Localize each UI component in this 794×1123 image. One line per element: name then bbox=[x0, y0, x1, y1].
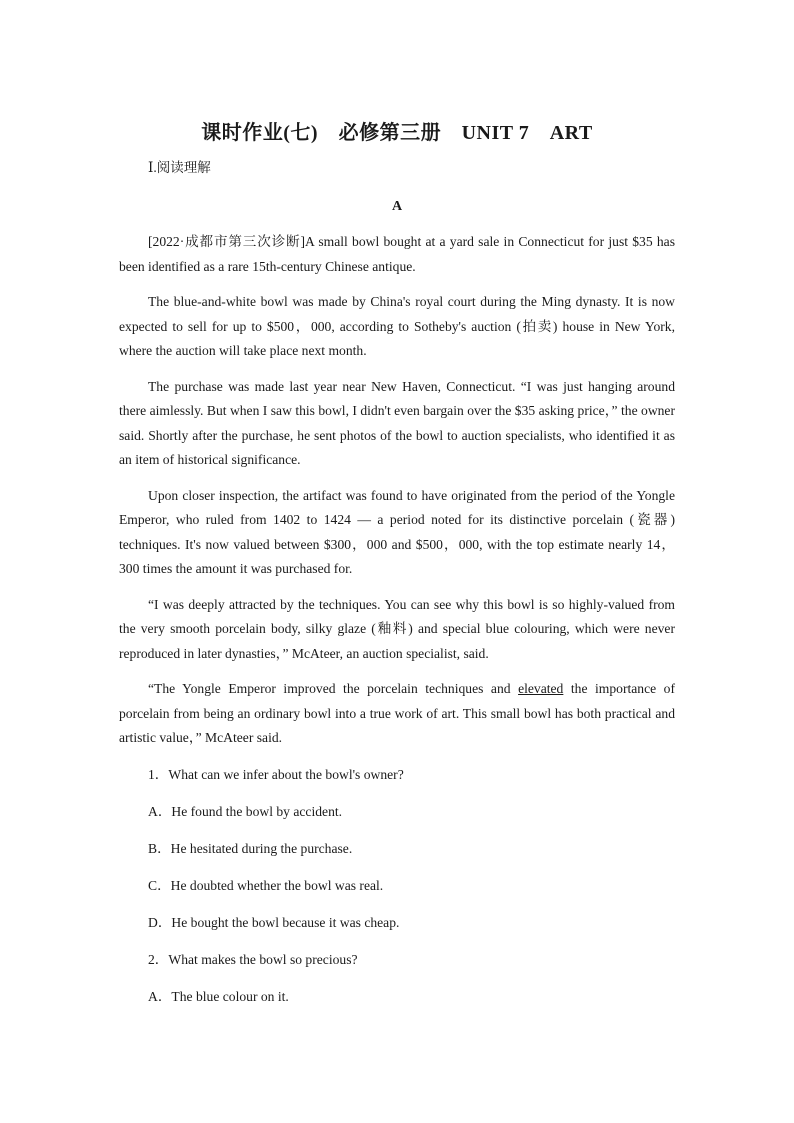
underlined-word: elevated bbox=[518, 681, 564, 696]
section-heading: Ⅰ.阅读理解 bbox=[148, 160, 211, 175]
passage-paragraph-3: The purchase was made last year near New Haven, Connecticut. “I was just hanging around there aimlessly. But when I saw this bowl, I didn't even bargain over the $35 asking price，” the owner said. Shortly after the purchase, he sent photos of the bowl to auction specialists, who identified it as an item of historical significance. bbox=[119, 378, 675, 467]
question-1-option-c: C．He doubted whether the bowl was real. bbox=[148, 878, 384, 893]
question-2: 2．What makes the bowl so precious? bbox=[148, 952, 358, 967]
passage-paragraph-6 bbox=[119, 677, 675, 751]
question-1-option-a: A．He found the bowl by accident. bbox=[148, 804, 343, 819]
passage-label: A bbox=[391, 199, 403, 214]
question-1-option-d: D．He bought the bowl because it was cheap. bbox=[148, 915, 400, 930]
paragraph-6-text-start: “The Yongle Emperor improved the porcelain techniques and bbox=[148, 681, 519, 696]
question-1: 1．What can we infer about the bowl's owner? bbox=[148, 767, 404, 782]
paragraph-6-text-end: the importance of porcelain from being an ordinary bowl into a true work of art. This small bowl has both practical and artistic value，” McAteer said. bbox=[119, 681, 675, 745]
question-1-option-b: B．He hesitated during the purchase. bbox=[148, 841, 353, 856]
passage-paragraph-2: The blue-and-white bowl was made by China's royal court during the Ming dynasty. It is now expected to sell for up to $500，000, according to Sotheby's auction (拍卖) house in New York, where the auction will take place next month. bbox=[119, 294, 675, 358]
document-page bbox=[119, 118, 675, 1010]
page-title: 课时作业(七) 必修第三册 UNIT 7 ART bbox=[201, 122, 593, 144]
passage-paragraph-5: “I was deeply attracted by the techniques. You can see why this bowl is so highly-valued from the very smooth porcelain body, silky glaze (釉料) and special blue colouring, which were never reproduced in later dynasties，” McAteer, an auction specialist, said. bbox=[119, 596, 675, 661]
passage-paragraph-1: [2022·成都市第三次诊断]A small bowl bought at a yard sale in Connecticut for just $35 has been identified as a rare 15th-century Chinese antique. bbox=[119, 234, 675, 274]
passage-paragraph-4: Upon closer inspection, the artifact was found to have originated from the period of the Yongle Emperor, who ruled from 1402 to 1424 — a period noted for its distinctive porcelain (瓷器) techniques. It's now valued between $300，000 and $500，000, with the top estimate nearly 14，300 times the amount it was purchased for. bbox=[119, 487, 675, 576]
question-2-option-a: A．The blue colour on it. bbox=[148, 989, 289, 1004]
